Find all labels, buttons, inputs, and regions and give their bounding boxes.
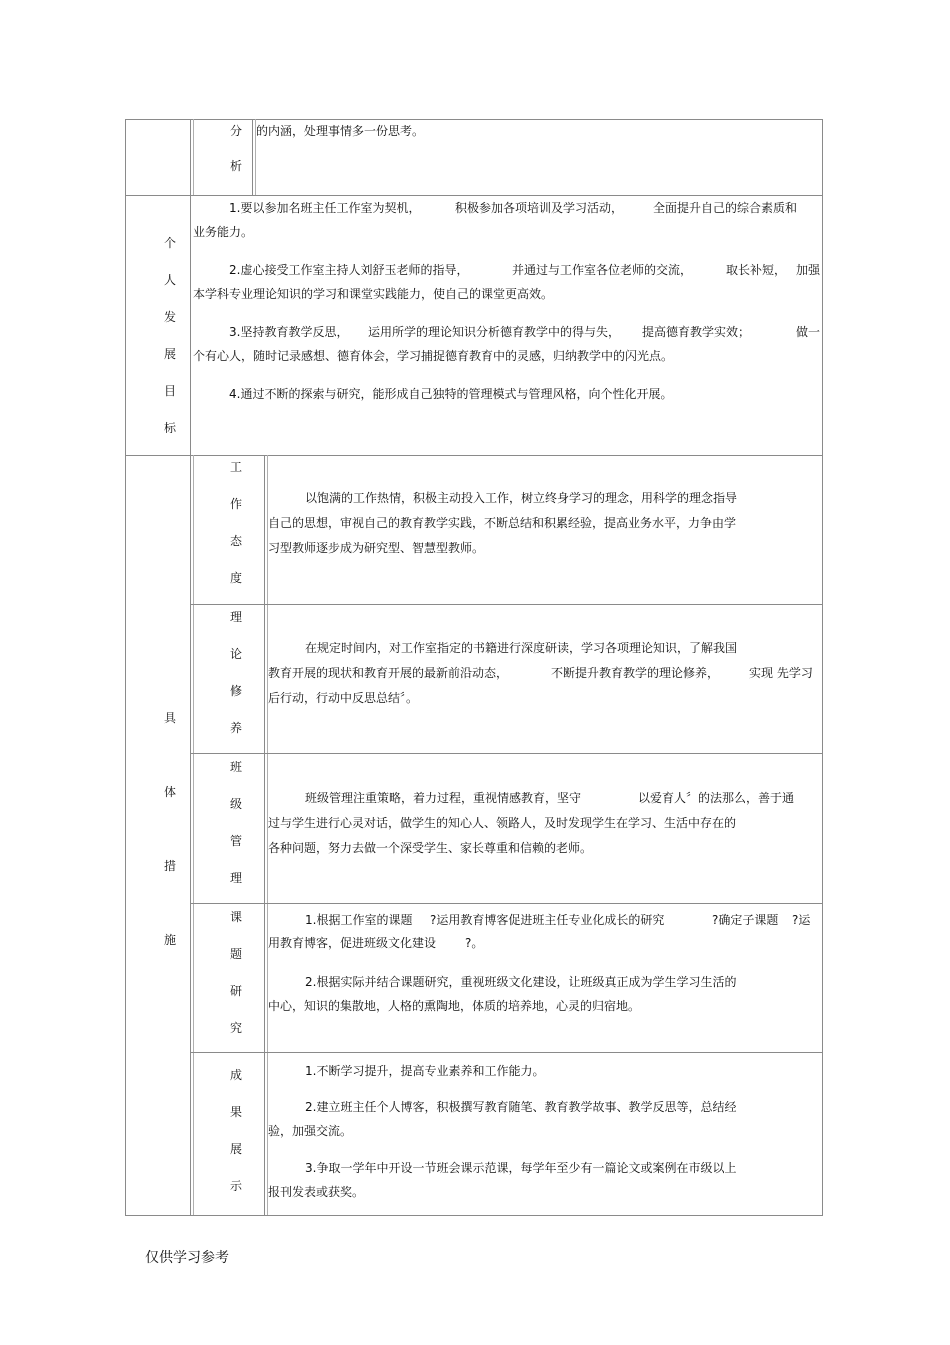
footer-note: 仅供学习参考 bbox=[145, 1250, 229, 1266]
goal-text: 全面提升自己的综合素质和 bbox=[653, 201, 798, 215]
measure-text: 不断提升教育教学的理论修养， bbox=[551, 666, 720, 680]
measure-text: 1.根据工作室的课题 bbox=[305, 913, 413, 927]
measure-text: 2.建立班主任个人博客，积极撰写教育随笔、教育教学故事、教学反思等，总结经 bbox=[305, 1100, 737, 1114]
col-divider bbox=[193, 455, 194, 1215]
sub-label-char: 度 bbox=[229, 571, 242, 585]
measures-label-char: 体 bbox=[163, 785, 176, 799]
sub-label-char: 工 bbox=[229, 460, 242, 474]
goals-label-char: 目 bbox=[163, 384, 176, 398]
sub-label-char: 态 bbox=[229, 534, 242, 548]
goals-label-char: 发 bbox=[163, 310, 176, 324]
measures-label-char: 具 bbox=[163, 711, 176, 725]
sub-label-char: 班 bbox=[229, 760, 242, 774]
sub-label-char: 成 bbox=[229, 1068, 242, 1082]
table-left-border bbox=[125, 119, 126, 1215]
goal-text: 业务能力。 bbox=[193, 225, 254, 239]
goals-label-char: 展 bbox=[163, 347, 176, 361]
col-divider bbox=[252, 119, 253, 195]
table-right-border bbox=[822, 119, 823, 1215]
table-top-border bbox=[125, 119, 823, 120]
goal-text: 运用所学的理论知识分析德育教学中的得与失， bbox=[368, 325, 621, 339]
col-divider bbox=[193, 119, 194, 195]
sub-label-char: 养 bbox=[229, 721, 242, 735]
measure-text: ?确定子课题 bbox=[712, 913, 779, 927]
goal-text: 加强 bbox=[796, 263, 821, 277]
sub-label-char: 研 bbox=[229, 984, 242, 998]
goal-text: 取长补短， bbox=[726, 263, 787, 277]
measure-text: 实现 先学习 bbox=[749, 666, 813, 680]
measure-text: 以饱满的工作热情，积极主动投入工作，树立终身学习的理念，用科学的理念指导 bbox=[305, 491, 738, 505]
sub-label-char: 展 bbox=[229, 1142, 242, 1156]
analysis-label-char: 分 bbox=[229, 124, 242, 138]
measure-text: 用教育博客，促进班级文化建设 bbox=[268, 936, 437, 950]
sub-label-char: 究 bbox=[229, 1021, 242, 1035]
measure-text: 班级管理注重策略，着力过程，重视情感教育，坚守 bbox=[305, 791, 582, 805]
sub-label-char: 管 bbox=[229, 834, 242, 848]
sub-label-char: 果 bbox=[229, 1105, 242, 1119]
goal-text: 1.要以参加名班主任工作室为契机， bbox=[229, 201, 421, 215]
subrow-divider bbox=[190, 903, 823, 904]
sub-label-char: 论 bbox=[229, 647, 242, 661]
measure-text: 2.根据实际并结合课题研究，重视班级文化建设，让班级真正成为学生学习生活的 bbox=[305, 975, 737, 989]
analysis-label-char: 析 bbox=[229, 159, 242, 173]
goals-label-char: 人 bbox=[163, 273, 176, 287]
measure-text: 1.不断学习提升，提高专业素养和工作能力。 bbox=[305, 1064, 545, 1078]
sub-label-char: 题 bbox=[229, 947, 242, 961]
col-divider bbox=[190, 195, 191, 455]
col-divider bbox=[190, 455, 191, 1215]
measure-text: ?运用教育博客促进班主任专业化成长的研究 bbox=[430, 913, 665, 927]
measure-text: 报刊发表或获奖。 bbox=[268, 1185, 365, 1199]
subrow-divider bbox=[190, 1052, 823, 1053]
sub-label-char: 示 bbox=[229, 1179, 242, 1193]
sub-label-char: 修 bbox=[229, 684, 242, 698]
measure-text: ?。 bbox=[465, 936, 484, 950]
sub-label-char: 作 bbox=[229, 497, 242, 511]
goal-text: 并通过与工作室各位老师的交流， bbox=[512, 263, 693, 277]
col-divider bbox=[264, 455, 265, 1215]
goals-label-char: 个 bbox=[163, 236, 176, 250]
sub-label-char: 级 bbox=[229, 797, 242, 811]
measures-label-char: 措 bbox=[163, 859, 176, 873]
goal-text: 本学科专业理论知识的学习和课堂实践能力，使自己的课堂更高效。 bbox=[193, 287, 554, 301]
goal-text: 4.通过不断的探索与研究，能形成自己独特的管理模式与管理风格，向个性化开展。 bbox=[229, 387, 673, 401]
measure-text: 3.争取一学年中开设一节班会课示范课，每学年至少有一篇论文或案例在市级以上 bbox=[305, 1161, 737, 1175]
subrow-divider bbox=[190, 753, 823, 754]
row-divider bbox=[125, 455, 823, 456]
measure-text: 各种问题，努力去做一个深受学生、家长尊重和信赖的老师。 bbox=[268, 841, 593, 855]
goal-text: 3.坚持教育教学反思， bbox=[229, 325, 349, 339]
table-bottom-border bbox=[125, 1215, 823, 1216]
measure-text: 过与学生进行心灵对话，做学生的知心人、领路人，及时发现学生在学习、生活中存在的 bbox=[268, 816, 737, 830]
sub-label-char: 理 bbox=[229, 610, 242, 624]
goal-text: 2.虚心接受工作室主持人刘舒玉老师的指导， bbox=[229, 263, 469, 277]
sub-label-char: 理 bbox=[229, 871, 242, 885]
row-divider bbox=[125, 195, 823, 196]
measure-text: 在规定时间内，对工作室指定的书籍进行深度研读，学习各项理论知识，了解我国 bbox=[305, 641, 738, 655]
goal-text: 个有心人，随时记录感想、德育体会，学习捕捉德育教育中的灵感，归纳教学中的闪光点。 bbox=[193, 349, 674, 363]
analysis-text: 的内涵，处理事情多一份思考。 bbox=[256, 124, 425, 138]
measure-text: 习型教师逐步成为研究型、智慧型教师。 bbox=[268, 541, 485, 555]
measure-text: 以爱育人〞的法那么，善于通 bbox=[638, 791, 795, 805]
measure-text: 后行动，行动中反思总结〞。 bbox=[268, 691, 419, 705]
col-divider bbox=[267, 455, 268, 1215]
measure-text: ?运 bbox=[792, 913, 811, 927]
measure-text: 中心，知识的集散地，人格的熏陶地，体质的培养地，心灵的归宿地。 bbox=[268, 999, 641, 1013]
goal-text: 提高德育教学实效； bbox=[642, 325, 751, 339]
subrow-divider bbox=[190, 604, 823, 605]
col-divider bbox=[190, 119, 191, 195]
measure-text: 教育开展的现状和教育开展的最新前沿动态， bbox=[268, 666, 509, 680]
goals-label-char: 标 bbox=[163, 421, 176, 435]
measure-text: 自己的思想，审视自己的教育教学实践，不断总结和积累经验，提高业务水平，力争由学 bbox=[268, 516, 737, 530]
sub-label-char: 课 bbox=[229, 910, 242, 924]
goal-text: 积极参加各项培训及学习活动， bbox=[455, 201, 624, 215]
goal-text: 做一 bbox=[796, 325, 821, 339]
measures-label-char: 施 bbox=[163, 933, 176, 947]
measure-text: 验，加强交流。 bbox=[268, 1124, 353, 1138]
